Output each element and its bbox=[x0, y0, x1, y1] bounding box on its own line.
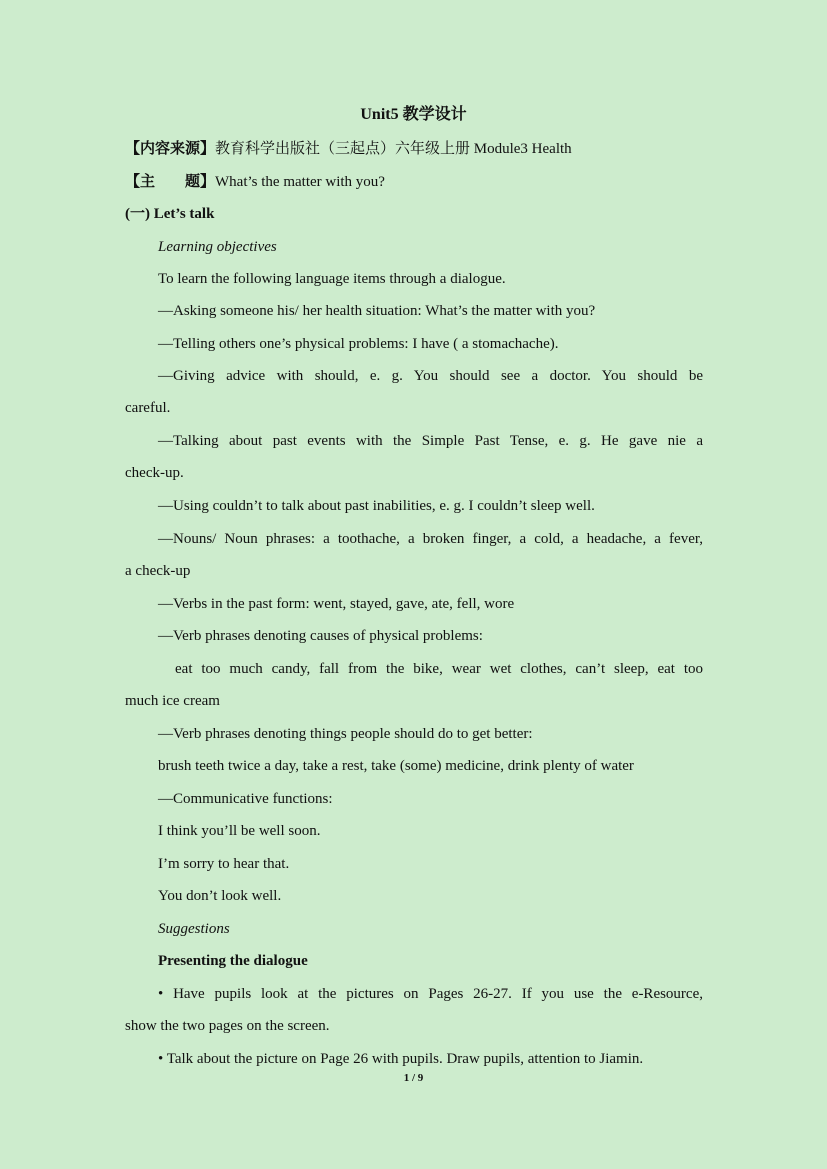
objective-line: —Giving advice with should, e. g. You should see a doctor. You should be bbox=[158, 368, 703, 384]
section-heading: (一) Let’s talk bbox=[125, 206, 215, 222]
source-text: 教育科学出版社（三起点）六年级上册 Module3 Health bbox=[215, 141, 572, 157]
suggestion-line-continued: show the two pages on the screen. bbox=[125, 1018, 330, 1034]
suggestions-heading: Suggestions bbox=[158, 921, 230, 937]
objective-line-continued: a check-up bbox=[125, 563, 191, 579]
objective-item: brush teeth twice a day, take a rest, take (some) medicine, drink plenty of water bbox=[158, 758, 634, 774]
objective-item: —Verb phrases denoting causes of physical problems: bbox=[158, 628, 483, 644]
source-label: 【内容来源】 bbox=[125, 141, 216, 157]
objective-paragraph bbox=[125, 529, 703, 581]
objective-item: You don’t look well. bbox=[158, 888, 282, 904]
suggestion-paragraph bbox=[125, 984, 703, 1036]
presenting-heading: Presenting the dialogue bbox=[158, 953, 308, 969]
objective-intro: To learn the following language items through a dialogue. bbox=[158, 271, 506, 287]
topic-label: 【主 题】 bbox=[125, 174, 216, 190]
objective-paragraph bbox=[125, 366, 703, 418]
suggestion-item: • Talk about the picture on Page 26 with pupils. Draw pupils, attention to Jiamin. bbox=[158, 1051, 644, 1067]
topic-line bbox=[125, 172, 385, 192]
topic-text: What’s the matter with you? bbox=[215, 174, 385, 190]
page-number: 1 / 9 bbox=[403, 1072, 424, 1084]
objective-item: —Communicative functions: bbox=[158, 791, 333, 807]
objective-line-continued: careful. bbox=[125, 400, 171, 416]
objective-line: —Talking about past events with the Simple Past Tense, e. g. He gave nie a bbox=[158, 433, 703, 449]
objective-item: —Asking someone his/ her health situation: What’s the matter with you? bbox=[158, 303, 596, 319]
objective-item: —Verbs in the past form: went, stayed, gave, ate, fell, wore bbox=[158, 596, 515, 612]
objective-item: —Telling others one’s physical problems: I have ( a stomachache). bbox=[158, 336, 559, 352]
objective-line-continued: much ice cream bbox=[125, 693, 220, 709]
objectives-heading: Learning objectives bbox=[158, 239, 277, 255]
suggestion-line: • Have pupils look at the pictures on Pages 26-27. If you use the e-Resource, bbox=[158, 986, 703, 1002]
objective-paragraph bbox=[125, 659, 703, 711]
objective-line-continued: check-up. bbox=[125, 465, 184, 481]
objective-item: I think you’ll be well soon. bbox=[158, 823, 321, 839]
objective-item: —Verb phrases denoting things people should do to get better: bbox=[158, 726, 533, 742]
objective-paragraph bbox=[125, 431, 703, 483]
objective-item: I’m sorry to hear that. bbox=[158, 856, 290, 872]
source-line bbox=[125, 139, 572, 159]
objective-item: —Using couldn’t to talk about past inabilities, e. g. I couldn’t sleep well. bbox=[158, 498, 595, 514]
objective-line: —Nouns/ Noun phrases: a toothache, a broken finger, a cold, a headache, a fever, bbox=[158, 531, 703, 547]
objective-line: eat too much candy, fall from the bike, wear wet clothes, can’t sleep, eat too bbox=[175, 661, 703, 677]
document-title: Unit5 教学设计 bbox=[360, 106, 467, 123]
